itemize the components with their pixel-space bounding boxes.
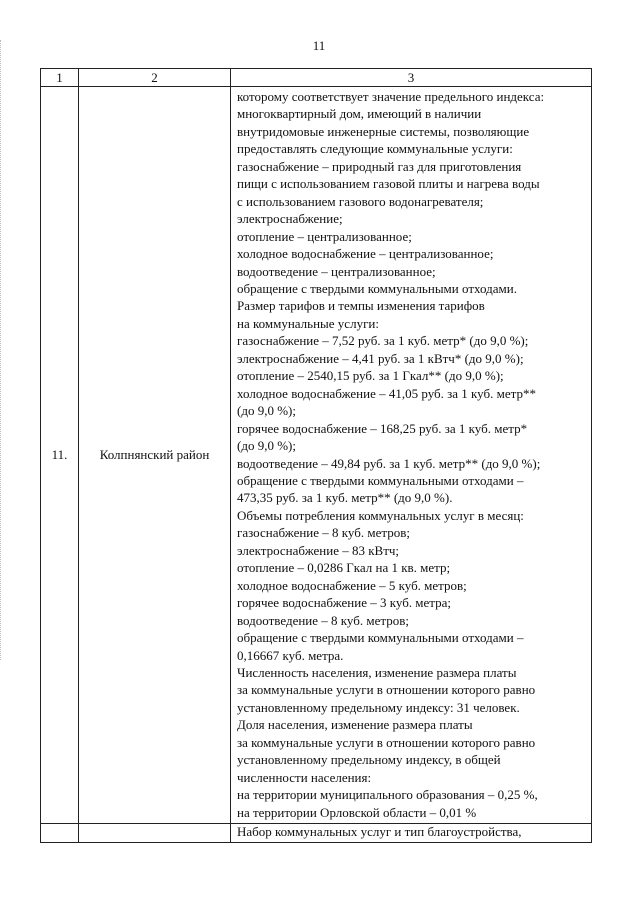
description-line: Доля населения, изменение размера платы (237, 717, 473, 733)
tariff-table (40, 68, 592, 843)
table-header-row (41, 69, 592, 87)
description-line: электроснабжение – 83 кВтч; (237, 542, 400, 558)
description-line: на коммунальные услуги: (237, 315, 379, 331)
description-line: 473,35 руб. за 1 куб. метр** (до 9,0 %). (237, 490, 453, 506)
table-row (41, 87, 592, 824)
header-cell-1: 1 (41, 69, 79, 87)
description-line: газоснабжение – природный газ для приготовления (237, 158, 522, 174)
description-line: 0,16667 куб. метра. (237, 647, 344, 663)
scan-edge-marks (0, 40, 3, 660)
description-line: электроснабжение – 4,41 руб. за 1 кВтч* (до 9,0 %); (237, 350, 524, 366)
description-line: отопление – централизованное; (237, 228, 412, 244)
table-row (41, 824, 592, 843)
description-line: (до 9,0 %); (237, 438, 296, 454)
description-line: установленному предельному индексу, в общей (237, 752, 501, 768)
description-line: электроснабжение; (237, 211, 343, 227)
description-line: пищи с использованием газовой плиты и нагрева воды (237, 176, 540, 192)
description-line: отопление – 2540,15 руб. за 1 Гкал** (до 9,0 %); (237, 368, 504, 384)
description-line: обращение с твердыми коммунальными отходами – (237, 472, 524, 488)
description-line: Размер тарифов и темпы изменения тарифов (237, 298, 485, 314)
next-row-description: Набор коммунальных услуг и тип благоустройства, (231, 824, 592, 843)
description-line: Численность населения, изменение размера платы (237, 664, 517, 680)
description-line: обращение с твердыми коммунальными отходами – (237, 630, 524, 646)
description-line: внутридомовые инженерные системы, позволяющие (237, 123, 530, 139)
header-cell-3: 3 (231, 69, 592, 87)
description-line: холодное водоснабжение – централизованное; (237, 246, 494, 262)
description-line: на территории Орловской области – 0,01 % (237, 804, 477, 820)
header-cell-2: 2 (79, 69, 231, 87)
description-line: водоотведение – 49,84 руб. за 1 куб. метр** (до 9,0 %); (237, 455, 541, 471)
description-line: за коммунальные услуги в отношении которого равно (237, 682, 536, 698)
page-number: 11 (312, 38, 326, 53)
description-line: (до 9,0 %); (237, 403, 296, 419)
description-line: Объемы потребления коммунальных услуг в месяц: (237, 507, 524, 523)
description-line: водоотведение – 8 куб. метров; (237, 612, 409, 628)
description-line: горячее водоснабжение – 168,25 руб. за 1 куб. метр* (237, 420, 528, 436)
description-line: отопление – 0,0286 Гкал на 1 кв. метр; (237, 560, 451, 576)
row-description (231, 87, 592, 824)
description-line: многоквартирный дом, имеющий в наличии (237, 106, 482, 122)
description-line: газоснабжение – 7,52 руб. за 1 куб. метр* (до 9,0 %); (237, 333, 529, 349)
description-line: холодное водоснабжение – 5 куб. метров; (237, 577, 467, 593)
description-line: обращение с твердыми коммунальными отходами. (237, 280, 517, 296)
description-line: установленному предельному индексу: 31 человек. (237, 699, 520, 715)
description-line: водоотведение – централизованное; (237, 263, 436, 279)
row-number: 11. (41, 87, 79, 824)
description-line: предоставлять следующие коммунальные услуги: (237, 141, 513, 157)
next-row-number (41, 824, 79, 843)
description-line: холодное водоснабжение – 41,05 руб. за 1 куб. метр** (237, 385, 536, 401)
description-line: с использованием газового водонагревателя; (237, 193, 484, 209)
description-line: газоснабжение – 8 куб. метров; (237, 525, 410, 541)
description-line: за коммунальные услуги в отношении которого равно (237, 734, 536, 750)
description-line: горячее водоснабжение – 3 куб. метра; (237, 595, 452, 611)
description-line: на территории муниципального образования – 0,25 %, (237, 787, 538, 803)
district-name: Колпнянский район (79, 87, 231, 824)
description-line: которому соответствует значение предельного индекса: (237, 89, 545, 104)
next-row-name (79, 824, 231, 843)
description-line: численности населения: (237, 769, 372, 785)
